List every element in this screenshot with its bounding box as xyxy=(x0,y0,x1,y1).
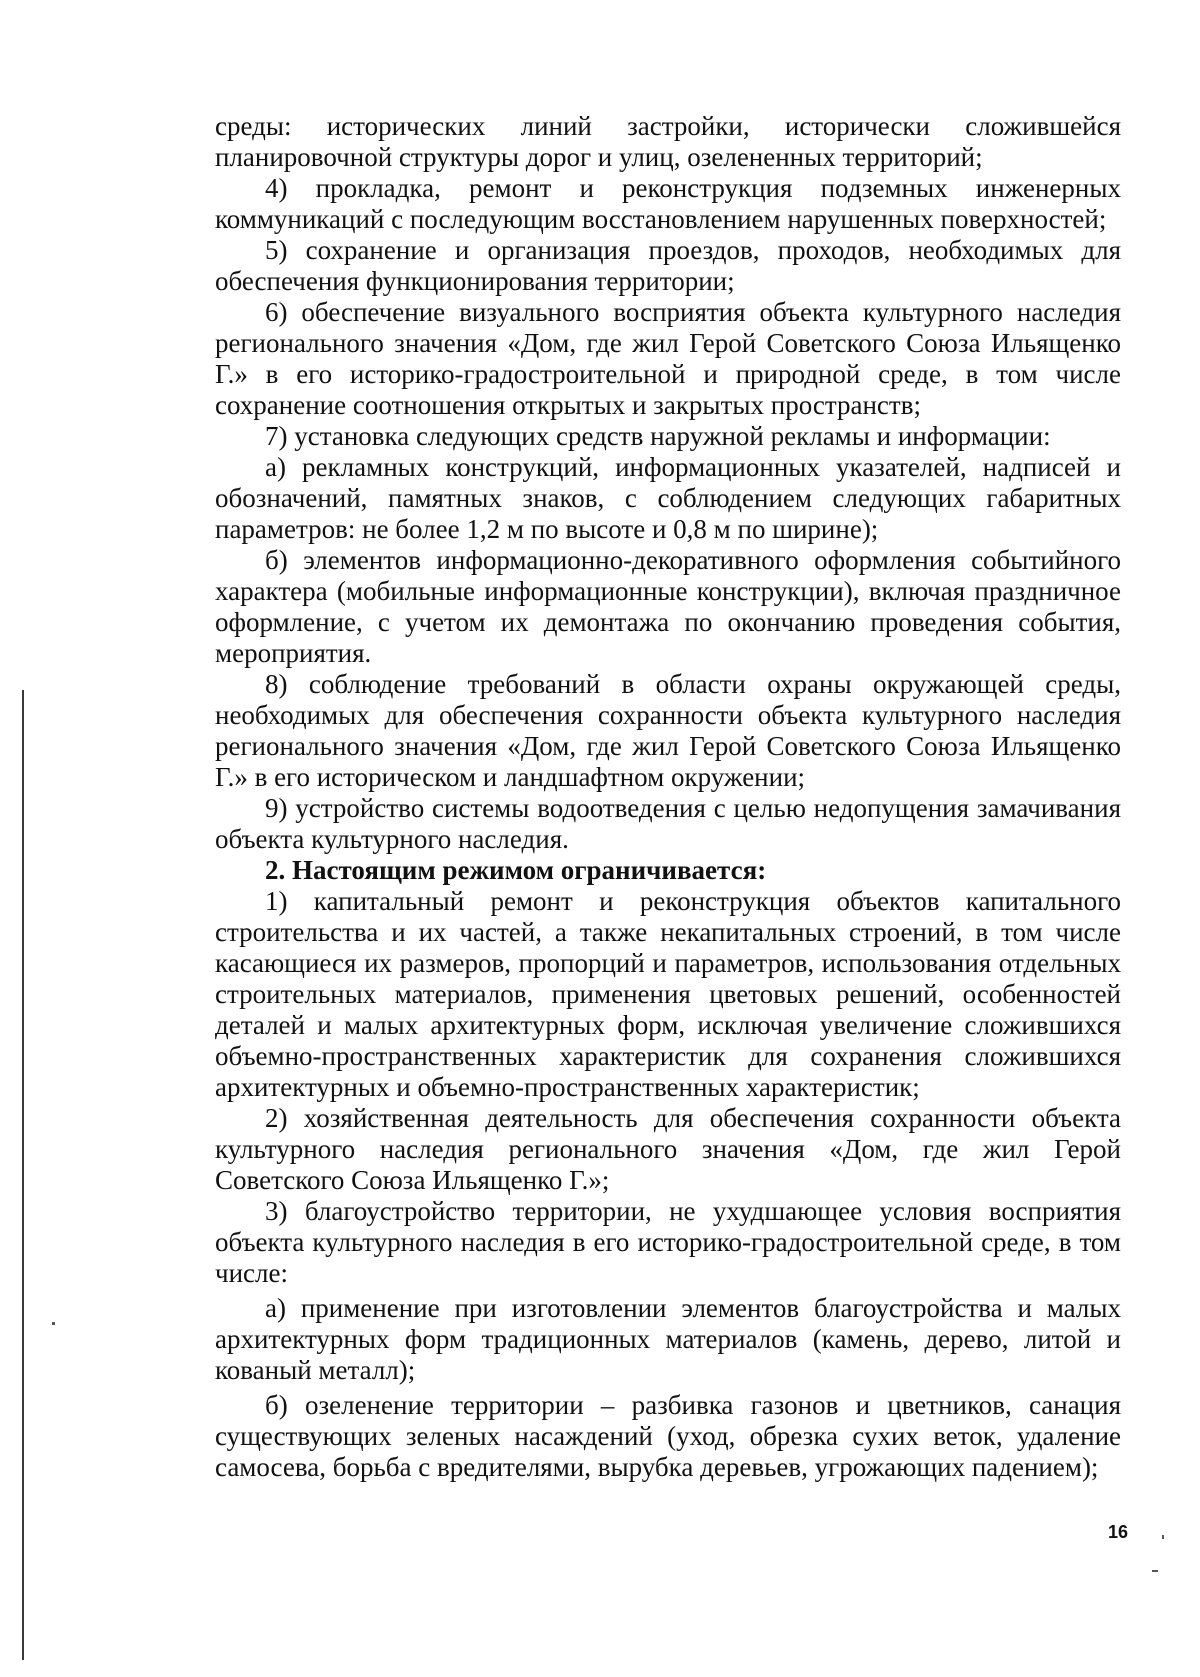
scan-speck xyxy=(1152,1570,1158,1572)
scan-speck xyxy=(52,1322,55,1325)
paragraph-item-5: 5) сохранение и организация проездов, проходов, необходимых для обеспечения функционирования территории; xyxy=(215,235,1121,296)
paragraph-item-6: 6) обеспечение визуального восприятия объекта культурного наследия регионального значения «Дом, где жил Герой Советского Союза Ильященко Г.» в его историко-градостроительной и природной среде, в том числе сохранение соотношения открытых и закрытых пространств; xyxy=(215,297,1121,420)
paragraph-item-7b: б) элементов информационно-декоративного оформления событийного характера (мобильные информационные конструкции), включая праздничное оформление, с учетом их демонтажа по окончанию проведения события, мероприятия. xyxy=(215,545,1121,668)
scan-speck xyxy=(1162,1535,1164,1539)
paragraph-restricted-3: 3) благоустройство территории, не ухудшающее условия восприятия объекта культурного наследия в его историко-градостроительной среде, в том числе: xyxy=(215,1196,1121,1288)
page-number: 16 xyxy=(1108,1522,1129,1542)
paragraph-item-7: 7) установка следующих средств наружной рекламы и информации: xyxy=(265,421,1051,451)
paragraph-item-7a: а) рекламных конструкций, информационных указателей, надписей и обозначений, памятных знаков, с соблюдением следующих габаритных параметров: не более 1,2 м по высоте и 0,8 м по ширине); xyxy=(215,452,1121,544)
document-body xyxy=(215,111,1121,1483)
section-heading-2: 2. Настоящим режимом ограничивается: xyxy=(265,855,767,885)
paragraph-item-8: 8) соблюдение требований в области охраны окружающей среды, необходимых для обеспечения сохранности объекта культурного наследия регионального значения «Дом, где жил Герой Советского Союза Ильященко Г.» в его историческом и ландшафтном окружении; xyxy=(215,669,1121,792)
paragraph-restricted-1: 1) капитальный ремонт и реконструкция объектов капитального строительства и их частей, а также некапитальных строений, в том числе касающиеся их размеров, пропорций и параметров, использования отдельных строительных материалов, применения цветовых решений, особенностей деталей и малых архитектурных форм, исключая увеличение сложившихся объемно-пространственных характеристик для сохранения сложившихся архитектурных и объемно-пространственных характеристик; xyxy=(215,886,1121,1102)
paragraph-item-4: 4) прокладка, ремонт и реконструкция подземных инженерных коммуникаций с последующим восстановлением нарушенных поверхностей; xyxy=(215,173,1121,234)
paragraph-restricted-3b: б) озеленение территории – разбивка газонов и цветников, санация существующих зеленых насаждений (уход, обрезка сухих веток, удаление самосева, борьба с вредителями, вырубка деревьев, угрожающих падением); xyxy=(215,1390,1121,1482)
scan-edge-line xyxy=(22,690,24,1660)
paragraph-continuation: среды: исторических линий застройки, исторически сложившейся планировочной структуры дорог и улиц, озелененных территорий; xyxy=(215,111,1121,172)
paragraph-restricted-3a: а) применение при изготовлении элементов благоустройства и малых архитектурных форм традиционных материалов (камень, дерево, литой и кованый металл); xyxy=(215,1293,1121,1385)
paragraph-restricted-2: 2) хозяйственная деятельность для обеспечения сохранности объекта культурного наследия регионального значения «Дом, где жил Герой Советского Союза Ильященко Г.»; xyxy=(215,1103,1121,1195)
paragraph-item-9: 9) устройство системы водоотведения с целью недопущения замачивания объекта культурного наследия. xyxy=(215,793,1121,854)
